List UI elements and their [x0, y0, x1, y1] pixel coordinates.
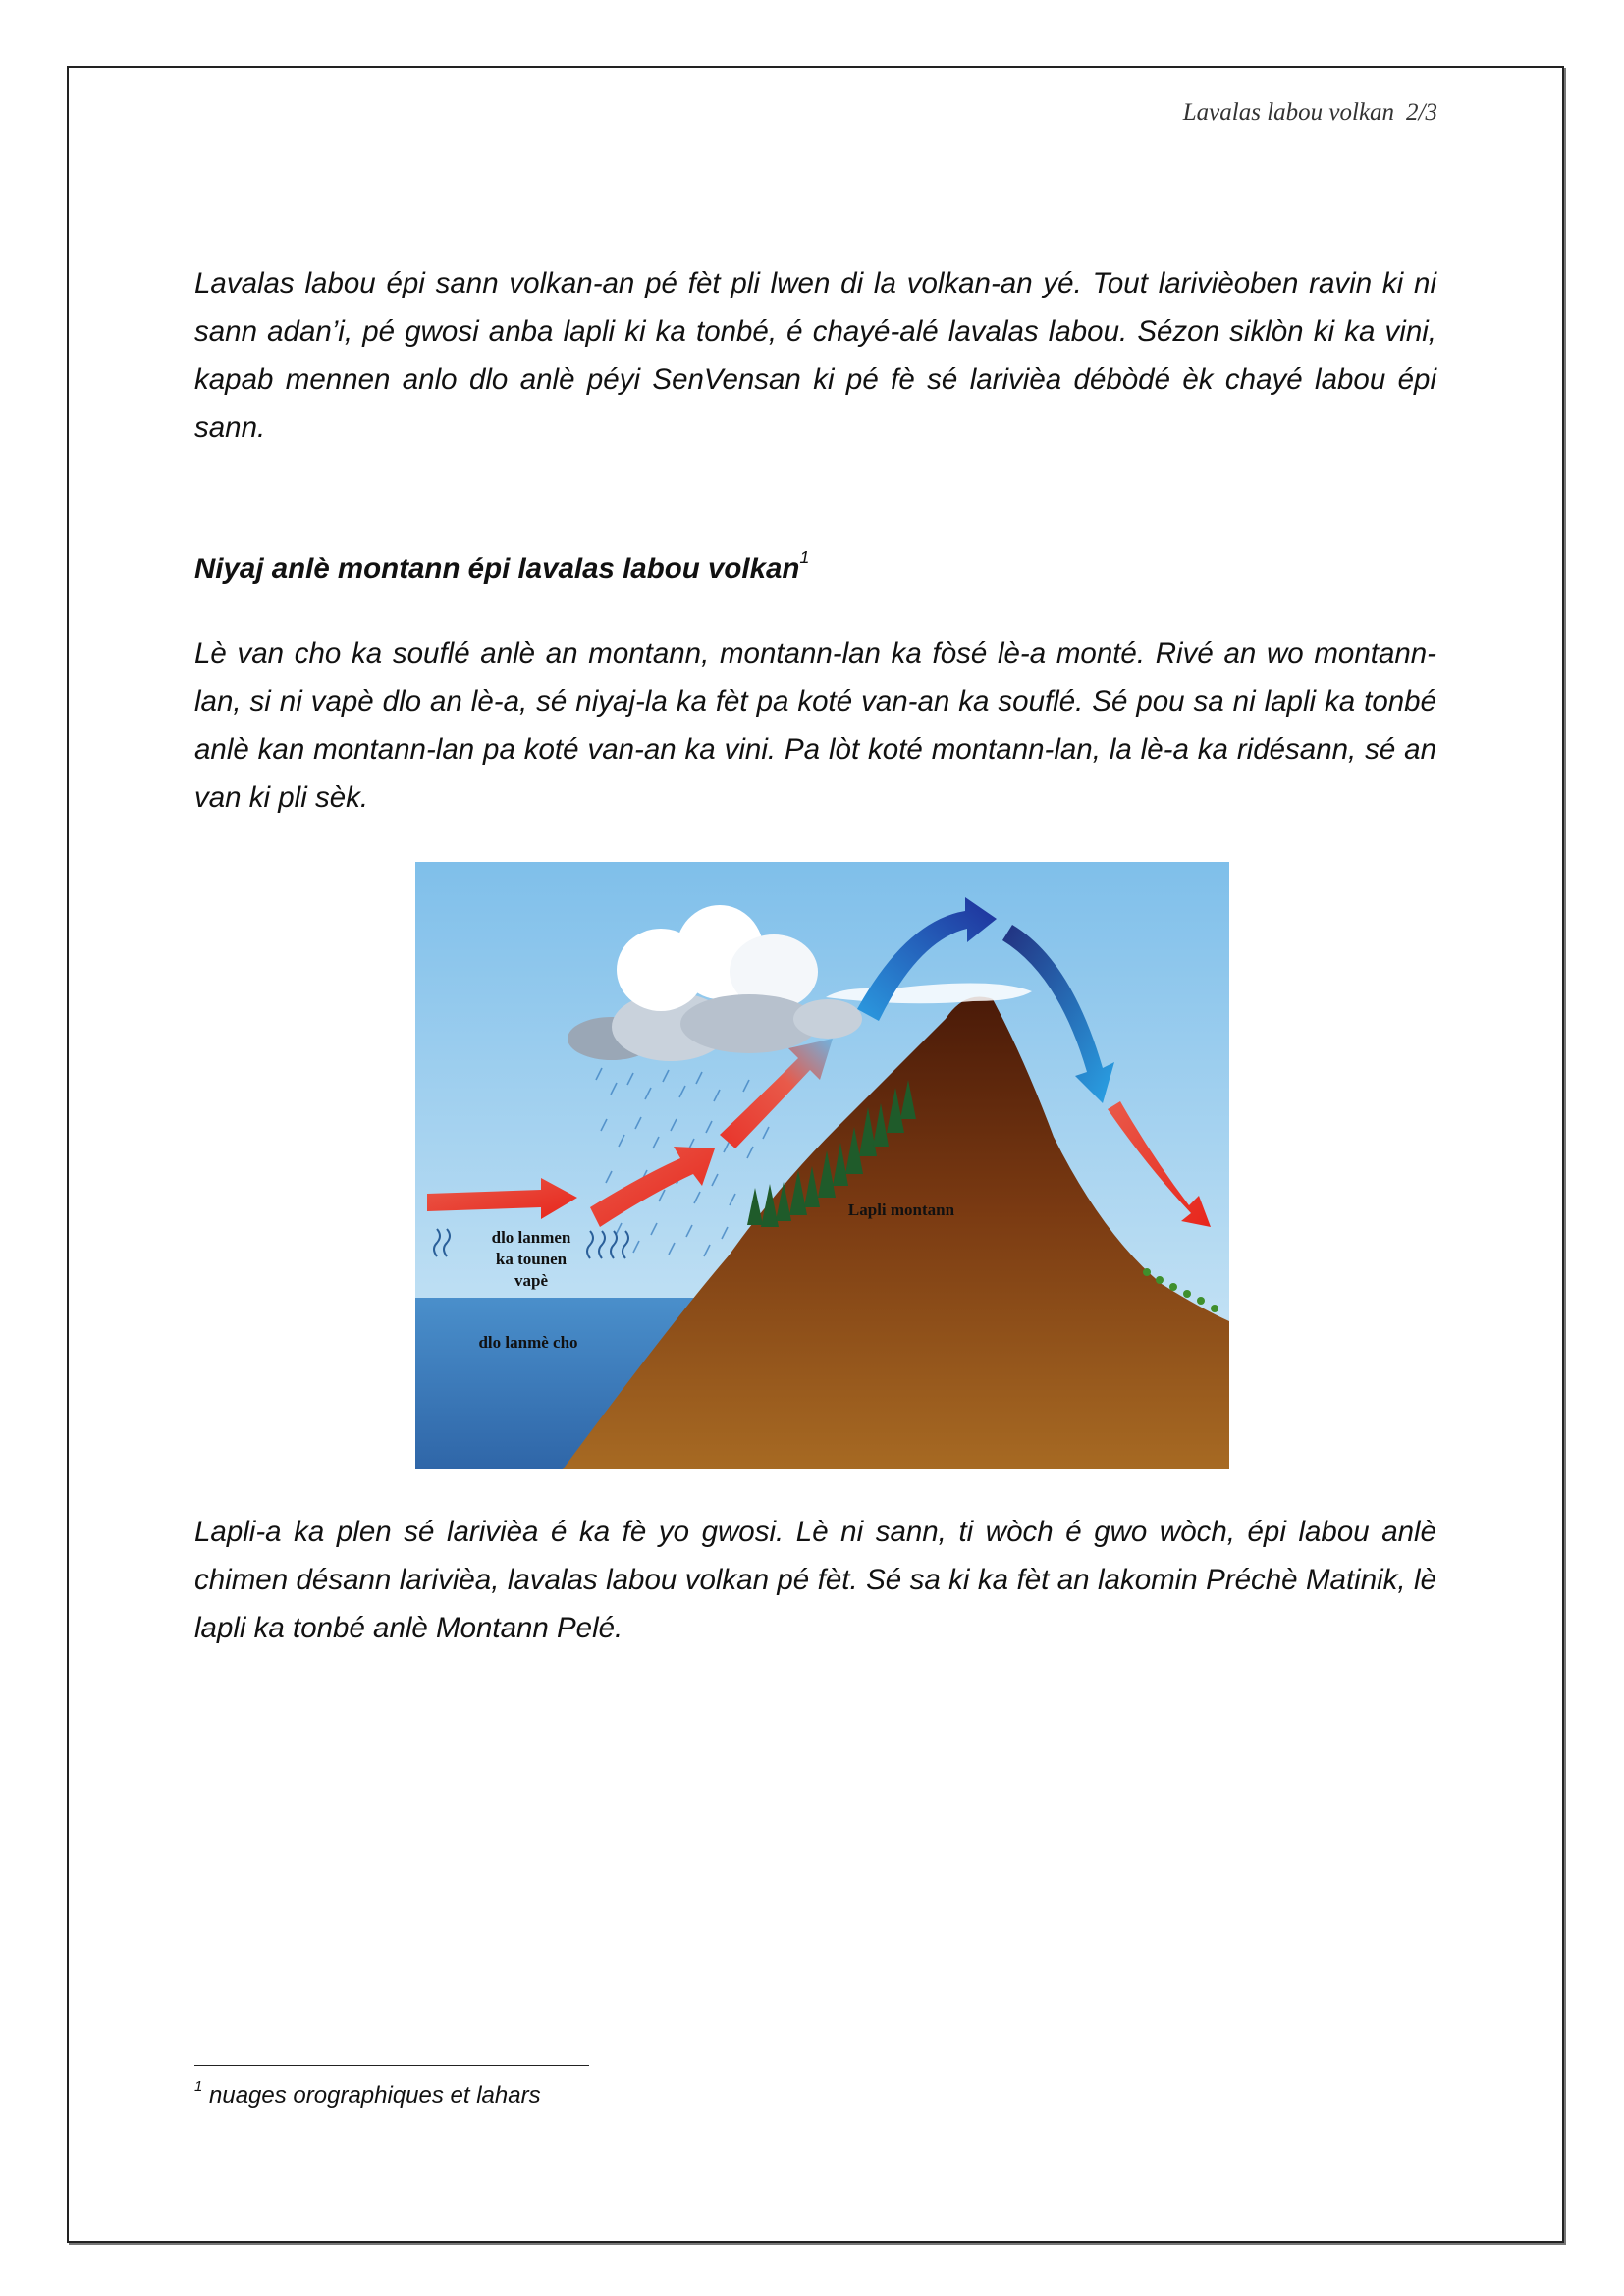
page-number: 2/3	[1406, 99, 1437, 126]
footnote-number: 1	[194, 2078, 203, 2095]
orographic-paragraph: Lè van cho ka souflé anlè an montann, montann-lan ka fòsé lè-a monté. Rivé an wo montann-lan, si ni vapè dlo an lè-a, sé niyaj-la ka fèt pa koté van-an ka souflé. Sé pou sa ni lapli ka tonbé anlè kan montann-lan pa koté van-an ka vini. Pa lòt koté montann-lan, la lè-a ka ridésann, sé an van ki pli sèk.	[194, 637, 1436, 814]
lahar-paragraph: Lapli-a ka plen sé larivièa é ka fè yo gwosi. Lè ni sann, ti wòch é gwo wòch, épi labou anlè chimen désann larivièa, lavalas labou volkan pé fèt. Sé sa ki ka fèt an lakomin Préchè Matinik, lè lapli ka tonbé anlè Montann Pelé.	[194, 1516, 1436, 1644]
footnote	[194, 2078, 541, 2109]
footnote-separator	[194, 2065, 589, 2066]
footnote-reference: 1	[799, 548, 810, 567]
section-heading	[194, 548, 810, 586]
orographic-rain-diagram	[415, 862, 1229, 1469]
evaporation-label-line3: vapè	[514, 1271, 548, 1290]
header-title: Lavalas labou volkan	[1182, 99, 1395, 126]
sea-label: dlo lanmè cho	[478, 1333, 578, 1352]
section-heading-text: Niyaj anlè montann épi lavalas labou volkan	[194, 552, 800, 585]
mountain-rain-label: Lapli montann	[847, 1201, 955, 1219]
running-header	[1183, 99, 1437, 127]
evaporation-label-line2: ka tounen	[495, 1250, 568, 1268]
intro-paragraph: Lavalas labou épi sann volkan-an pé fèt pli lwen di la volkan-an yé. Tout larivièoben ravin ki ni sann adan’i, pé gwosi anba lapli ki ka tonbé, é chayé-alé lavalas labou. Sézon siklòn ki ka vini, kapab mennen anlo dlo anlè péyi SenVensan ki pé fè sé larivièa débòdé èk chayé labou épi sann.	[194, 267, 1436, 444]
footnote-text: nuages orographiques et lahars	[209, 2082, 541, 2109]
evaporation-label-line1: dlo lanmen	[491, 1228, 571, 1247]
